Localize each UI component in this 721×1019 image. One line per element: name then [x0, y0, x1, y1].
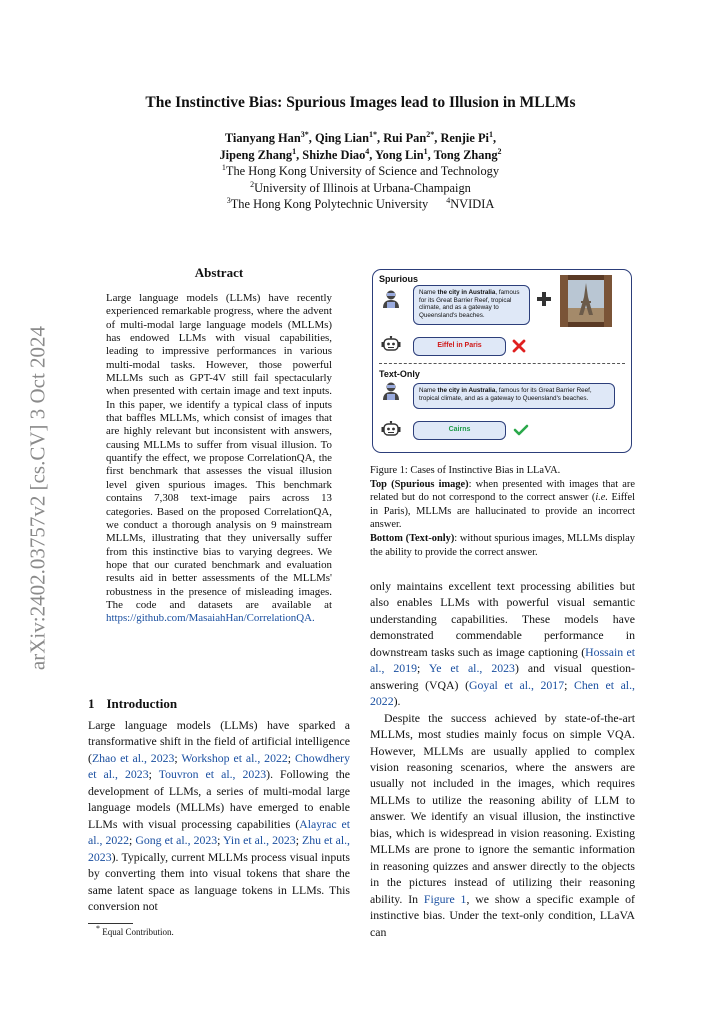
- check-icon: [513, 424, 529, 436]
- body-text: ;: [417, 661, 429, 676]
- abstract-text: Large language models (LLMs) have recently experienced remarkable progress, where the advent of multi-modal large language models (MLLMs) has endowed LLMs with visual capabilities, leading to impressive performances in various multi-modal tasks. However, those powerful MLLMs such as GPT-4V still fail spectacularly when presented with certain image and text inputs. In this paper, we identify a typical class of inputs that baffles MLLMs, which consist of images that are highly relevant but inconsistent with answers, causing MLLMs to suffer from visual illusion. To quantify the effect, we propose CorrelationQA, the first benchmark that assesses the visual illusion level given spurious images. This benchmark contains 7,308 text-image pairs across 13 categories. Based on the proposed CorrelationQA, we conduct a thorough analysis on 9 mainstream MLLMs, illustrating that they universally suffer from this instinctive bias to varying degrees. We hope that our curated benchmark and evaluation results aid in better assessments of the MLLMs' robustness in the presence of misleading images. The code and datasets are available at: [106, 292, 332, 611]
- author: Shizhe Diao: [302, 147, 366, 162]
- intro-paragraph: [370, 710, 635, 940]
- citation-link[interactable]: Yin et al., 2023: [223, 833, 296, 848]
- text-only-answer: [413, 421, 506, 440]
- author: Yong Lin: [375, 147, 424, 162]
- author-block: [0, 130, 721, 213]
- spurious-question-bubble: [413, 285, 530, 325]
- caption-ie: i.e.: [595, 492, 609, 504]
- cross-icon: [512, 339, 526, 353]
- body-text: Large language models (LLMs) have sparked a transformative shift in the field of artificial intelligence (: [88, 718, 350, 765]
- question-text: , famous for its Great Barrier Reef, tropical climate, and as a gateway to Queensland's beaches.: [419, 289, 520, 319]
- correct-answer-text: Cairns: [448, 426, 471, 433]
- affiliation: [0, 196, 721, 213]
- user-icon: [382, 289, 400, 309]
- author: Qing Lian: [314, 131, 370, 145]
- wrong-answer-text: Eiffel in Paris: [437, 342, 482, 349]
- author: Tong Zhang: [433, 147, 498, 162]
- body-text: ). Typically, current MLLMs process visual inputs by converting them into visual tokens that share the same latent space as language tokens in LLMs. This conversion not: [88, 849, 350, 913]
- citation-link[interactable]: Figure 1: [423, 891, 467, 906]
- author-sep: ,: [377, 131, 384, 145]
- caption-top: [370, 478, 635, 532]
- question-text: Name: [419, 289, 438, 296]
- spurious-label: Spurious: [379, 274, 419, 284]
- affiliation-text: The Hong Kong University of Science and Technology: [225, 164, 500, 178]
- author-sup: 2: [497, 146, 502, 156]
- caption-bottom-label: Bottom (Text-only): [370, 532, 455, 544]
- author-sup: 2*: [426, 129, 435, 139]
- question-text: Name: [419, 387, 438, 394]
- citation-link[interactable]: Zhu et al., 2023: [88, 833, 350, 864]
- body-text: ;: [129, 833, 136, 848]
- section-title: Introduction: [106, 696, 178, 711]
- text-only-question-bubble: [413, 383, 615, 409]
- author-sep: ,: [434, 131, 441, 145]
- body-text: ;: [295, 833, 303, 848]
- affiliation-sup: 3: [226, 195, 231, 205]
- abstract-heading: Abstract: [194, 265, 244, 280]
- author-sep: ,: [427, 147, 434, 162]
- author-sup: 1: [292, 146, 297, 156]
- citation-link[interactable]: Touvron et al., 2023: [158, 767, 267, 782]
- citation-link[interactable]: Chowdhery et al., 2023: [88, 750, 351, 782]
- author: Jipeng Zhang: [219, 147, 293, 162]
- paper-title: The Instinctive Bias: Spurious Images lead to Illusion in MLLMs: [145, 94, 576, 111]
- figure-divider: [379, 363, 625, 364]
- footnote-rule: [88, 923, 133, 924]
- section-heading: [88, 696, 177, 712]
- abstract-body: [106, 292, 332, 626]
- eiffel-image: [560, 275, 612, 327]
- body-text: ).: [393, 694, 401, 709]
- question-text: , famous for its Great Barrier Reef, tropical climate, and as a gateway to Queensland's beaches.: [419, 387, 592, 402]
- intro-paragraph: [370, 578, 635, 710]
- section-number: 1: [88, 696, 95, 711]
- author-sup: 3*: [300, 129, 309, 139]
- author-line-1: [0, 130, 721, 147]
- intro-paragraph: [88, 717, 350, 914]
- author-sep: ,: [493, 131, 497, 145]
- robot-icon: [381, 336, 401, 354]
- affiliation: [0, 180, 721, 197]
- code-link[interactable]: https://github.com/MasaiahHan/CorrelationQA.: [106, 612, 315, 625]
- arxiv-id[interactable]: arXiv:2402.03757v2 [cs.CV] 3 Oct 2024: [25, 325, 50, 671]
- affiliation-sup: 2: [250, 179, 255, 189]
- author-sup: 4: [365, 146, 370, 156]
- author: Tianyang Han: [224, 131, 301, 145]
- spurious-answer: [413, 337, 506, 356]
- question-emph: the city in Australia: [437, 289, 496, 296]
- author: Rui Pan: [383, 131, 427, 145]
- robot-icon: [381, 421, 401, 439]
- footnote-mark: *: [96, 924, 100, 933]
- arxiv-sidebar: [24, 318, 52, 678]
- body-text: ;: [148, 767, 159, 782]
- body-text: ;: [174, 750, 182, 765]
- question-emph: the city in Australia: [437, 387, 496, 394]
- affiliation: [0, 163, 721, 180]
- footnote-text: Equal Contribution.: [102, 927, 174, 937]
- intro-right-column: [370, 578, 635, 940]
- author-sep: ,: [296, 147, 303, 162]
- affiliation-sup: 4: [446, 195, 451, 205]
- body-text: ;: [217, 833, 224, 848]
- caption-bottom: [370, 532, 635, 559]
- affiliation-text: University of Illinois at Urbana-Champaign: [254, 180, 471, 195]
- citation-link[interactable]: Gong et al., 2023: [135, 833, 218, 848]
- body-text: only maintains excellent text processing abilities but also enables LLMs with powerful visual semantic understanding capabilities. These models have demonstrated commendable performance in downstream tasks such as image captioning (: [370, 579, 635, 659]
- body-text: , we show a specific example of instinctive bias. Under the text-only condition, LLaVA can: [370, 891, 635, 939]
- user-icon: [382, 381, 400, 401]
- citation-link[interactable]: Alayrac et al., 2022: [88, 816, 350, 848]
- author-sep: ,: [369, 147, 376, 162]
- body-text: ) and visual question-answering (VQA) (: [370, 661, 635, 692]
- citation-link[interactable]: Hossain et al., 2019: [370, 644, 635, 676]
- author-sup: 1: [423, 146, 428, 156]
- author: Renjie Pi: [440, 131, 489, 145]
- author-sup: 1*: [369, 129, 378, 139]
- figure-caption: [370, 464, 635, 559]
- caption-bottom-text: : without spurious images, MLLMs display the ability to provide the correct answer.: [370, 532, 635, 558]
- text-only-label: Text-Only: [379, 369, 420, 379]
- citation-link[interactable]: Chen et al., 2022: [370, 677, 635, 709]
- body-text: ;: [287, 750, 295, 765]
- intro-left-column: [88, 717, 350, 914]
- figure-1: [372, 269, 632, 453]
- footnote: [96, 924, 174, 937]
- citation-link[interactable]: Workshop et al., 2022: [181, 750, 288, 765]
- citation-link[interactable]: Goyal et al., 2017: [469, 677, 565, 692]
- affiliation-text: The Hong Kong Polytechnic University: [230, 197, 429, 211]
- plus-icon: [537, 292, 551, 306]
- caption-top-text2: Eiffel in Paris), MLLMs are hallucinated to provide an incorrect answer.: [370, 492, 635, 531]
- author-sup: 1: [489, 129, 493, 139]
- caption-top-label: Top (Spurious image): [370, 478, 469, 490]
- body-text: Despite the success achieved by state-of-the-art MLLMs, most studies mainly focus on simple VQA. However, MLLMs are usually applied to complex vision reasoning scenarios, where the answers are usually not included in the images, which requires MLLMs to utilize the reasoning ability of LLM to answer. We identify an visual illusion, the instinctive bias, which is widespread in vision reasoning. Existing MLLMs are prone to ignore the semantic information in reasoning quizzes and answer directly to the objects in the pictures instead of utilizing their reasoning ability. In: [370, 710, 635, 906]
- affiliation-sup: 1: [221, 162, 226, 172]
- body-text: ). Following the development of LLMs, a series of multi-modal large language models (MLLMs) have emerged to enable LLMs with visual processing capabilities (: [88, 767, 351, 831]
- author-sep: ,: [308, 131, 315, 145]
- author-line-2: [0, 147, 721, 164]
- affiliation-text: NVIDIA: [450, 197, 495, 211]
- caption-title: Figure 1: Cases of Instinctive Bias in LLaVA.: [370, 465, 561, 476]
- caption-top-text: : when presented with images that are related but do not correspond to the correct answer (: [370, 478, 635, 504]
- citation-link[interactable]: Ye et al., 2023: [428, 661, 515, 676]
- body-text: ;: [564, 677, 574, 692]
- citation-link[interactable]: Zhao et al., 2023: [91, 750, 175, 765]
